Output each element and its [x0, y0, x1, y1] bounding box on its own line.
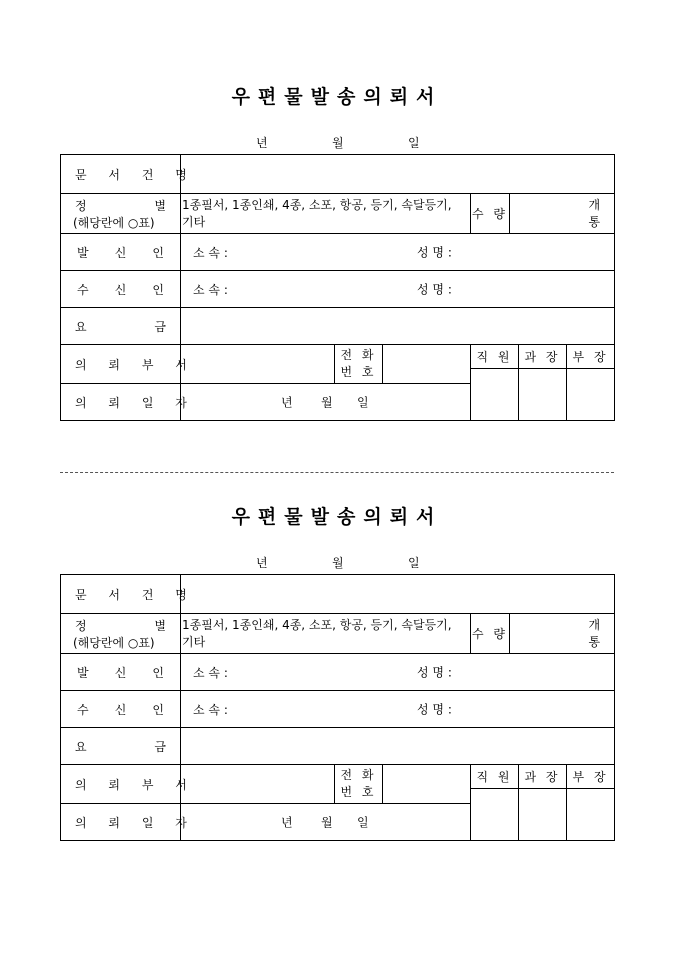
phone-field[interactable] — [383, 345, 471, 384]
approval-director-sign[interactable] — [567, 369, 615, 421]
fee-label-left: 요 — [75, 319, 87, 334]
quantity-area[interactable] — [471, 614, 615, 654]
cut-line-divider — [60, 472, 614, 473]
approval-manager-sign[interactable] — [519, 789, 567, 841]
receiver-affiliation: 소 속 : — [193, 702, 228, 717]
subject-label: 문 서 건 명 — [61, 155, 181, 194]
approval-manager-label: 과 장 — [519, 765, 567, 789]
quantity-area[interactable] — [471, 194, 615, 234]
date-year: 년 — [256, 556, 268, 570]
type-label-right: 별 — [154, 198, 166, 213]
date-line — [60, 554, 614, 570]
request-date-year: 년 — [281, 395, 293, 410]
approval-director-label: 부 장 — [567, 345, 615, 369]
receiver-label: 수 신 인 — [61, 691, 181, 728]
date-line — [60, 134, 614, 150]
dept-label: 의 뢰 부 서 — [61, 765, 181, 804]
quantity-unit — [510, 194, 614, 233]
sender-name: 성 명 : — [417, 245, 452, 260]
sender-label: 발 신 인 — [61, 654, 181, 691]
date-day: 일 — [408, 556, 420, 570]
approval-staff-label: 직 원 — [471, 765, 519, 789]
phone-label — [335, 765, 383, 804]
request-table — [60, 574, 615, 841]
dept-label: 의 뢰 부 서 — [61, 345, 181, 384]
quantity-label-box: 수 량 — [471, 194, 510, 233]
fee-label-left: 요 — [75, 739, 87, 754]
phone-field[interactable] — [383, 765, 471, 804]
type-label-right: 별 — [154, 618, 166, 633]
unit-letters: 통 — [588, 214, 601, 229]
type-label-sub: (해당란에 ○표) — [73, 635, 155, 650]
request-date-field[interactable] — [181, 384, 471, 421]
request-date-month: 월 — [321, 395, 333, 410]
phone-label-bottom: 번 호 — [340, 365, 377, 379]
request-table — [60, 154, 615, 421]
fee-label-right: 금 — [154, 739, 166, 754]
approval-manager-label: 과 장 — [519, 345, 567, 369]
receiver-name: 성 명 : — [417, 282, 452, 297]
phone-label — [335, 345, 383, 384]
quantity-label-box: 수 량 — [471, 614, 510, 653]
form-title: 우편물발송의뢰서 — [231, 86, 443, 108]
request-date-day: 일 — [357, 815, 369, 830]
phone-label-top: 전 화 — [340, 348, 377, 362]
mail-type-options-line2: 기타 — [182, 214, 206, 229]
subject-field[interactable] — [181, 575, 615, 614]
request-date-label: 의 뢰 일 자 — [61, 384, 181, 421]
receiver-affiliation: 소 속 : — [193, 282, 228, 297]
request-date-field[interactable] — [181, 804, 471, 841]
quantity-unit — [510, 614, 614, 653]
receiver-label: 수 신 인 — [61, 271, 181, 308]
request-date-day: 일 — [357, 395, 369, 410]
request-date-year: 년 — [281, 815, 293, 830]
mail-type-options-line2: 기타 — [182, 634, 206, 649]
phone-label-bottom: 번 호 — [340, 785, 377, 799]
approval-director-sign[interactable] — [567, 789, 615, 841]
date-month: 월 — [332, 136, 344, 150]
date-year: 년 — [256, 136, 268, 150]
type-label-left: 정 — [75, 618, 87, 633]
sender-name: 성 명 : — [417, 665, 452, 680]
date-day: 일 — [408, 136, 420, 150]
mail-type-options-line1: 1종필서, 1종인쇄, 4종, 소포, 항공, 등기, 속달등기, — [182, 617, 452, 632]
sender-affiliation: 소 속 : — [193, 665, 228, 680]
mail-type-options[interactable] — [181, 614, 471, 654]
sender-affiliation: 소 속 : — [193, 245, 228, 260]
fee-label-right: 금 — [154, 319, 166, 334]
type-label — [61, 194, 181, 234]
receiver-field[interactable] — [181, 691, 615, 728]
approval-staff-sign[interactable] — [471, 789, 519, 841]
sender-field[interactable] — [181, 654, 615, 691]
subject-field[interactable] — [181, 155, 615, 194]
subject-label: 문 서 건 명 — [61, 575, 181, 614]
approval-manager-sign[interactable] — [519, 369, 567, 421]
unit-letters: 통 — [588, 634, 601, 649]
approval-staff-sign[interactable] — [471, 369, 519, 421]
date-month: 월 — [332, 556, 344, 570]
fee-label — [61, 728, 181, 765]
type-label — [61, 614, 181, 654]
fee-label — [61, 308, 181, 345]
receiver-field[interactable] — [181, 271, 615, 308]
form-title: 우편물발송의뢰서 — [231, 506, 443, 528]
type-label-sub: (해당란에 ○표) — [73, 215, 155, 230]
request-date-month: 월 — [321, 815, 333, 830]
dept-field[interactable] — [181, 345, 335, 384]
mail-type-options[interactable] — [181, 194, 471, 234]
dept-field[interactable] — [181, 765, 335, 804]
receiver-name: 성 명 : — [417, 702, 452, 717]
sender-field[interactable] — [181, 234, 615, 271]
phone-label-top: 전 화 — [340, 768, 377, 782]
type-label-left: 정 — [75, 198, 87, 213]
request-date-label: 의 뢰 일 자 — [61, 804, 181, 841]
unit-count: 개 — [588, 617, 601, 632]
fee-field[interactable] — [181, 728, 615, 765]
mail-type-options-line1: 1종필서, 1종인쇄, 4종, 소포, 항공, 등기, 속달등기, — [182, 197, 452, 212]
approval-staff-label: 직 원 — [471, 345, 519, 369]
unit-count: 개 — [588, 197, 601, 212]
fee-field[interactable] — [181, 308, 615, 345]
sender-label: 발 신 인 — [61, 234, 181, 271]
approval-director-label: 부 장 — [567, 765, 615, 789]
